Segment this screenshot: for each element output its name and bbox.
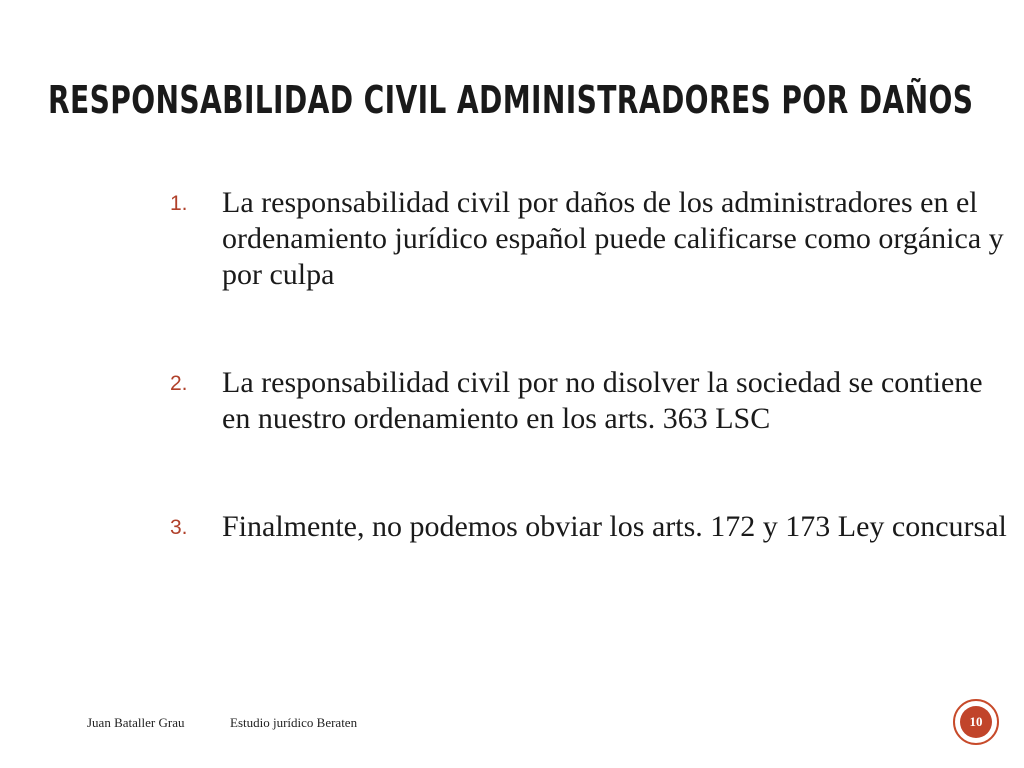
list-item-number: 1.	[170, 192, 188, 215]
footer-author: Juan Bataller Grau	[87, 715, 185, 730]
list-item-number: 2.	[170, 372, 188, 395]
numbered-list	[160, 185, 1010, 545]
list-item-text: La responsabilidad civil por daños de los administradores en el ordenamiento jurídico español puede calificarse como orgánica y por culpa	[222, 186, 1004, 291]
list-item-number: 3.	[170, 516, 188, 539]
list-item	[160, 365, 1010, 437]
slide-title: RESPONSABILIDAD CIVIL ADMINISTRADORES POR DAÑOS	[48, 78, 974, 122]
page-number: 10	[960, 706, 992, 738]
list-item-text: Finalmente, no podemos obviar los arts. 172 y 173 Ley concursal	[222, 510, 1007, 543]
list-item	[160, 185, 1010, 293]
list-item	[160, 509, 1010, 545]
list-item-text: La responsabilidad civil por no disolver la sociedad se contiene en nuestro ordenamiento en los arts. 363 LSC	[222, 366, 983, 435]
page-number-badge	[953, 699, 999, 745]
footer-organization: Estudio jurídico Beraten	[230, 715, 358, 730]
